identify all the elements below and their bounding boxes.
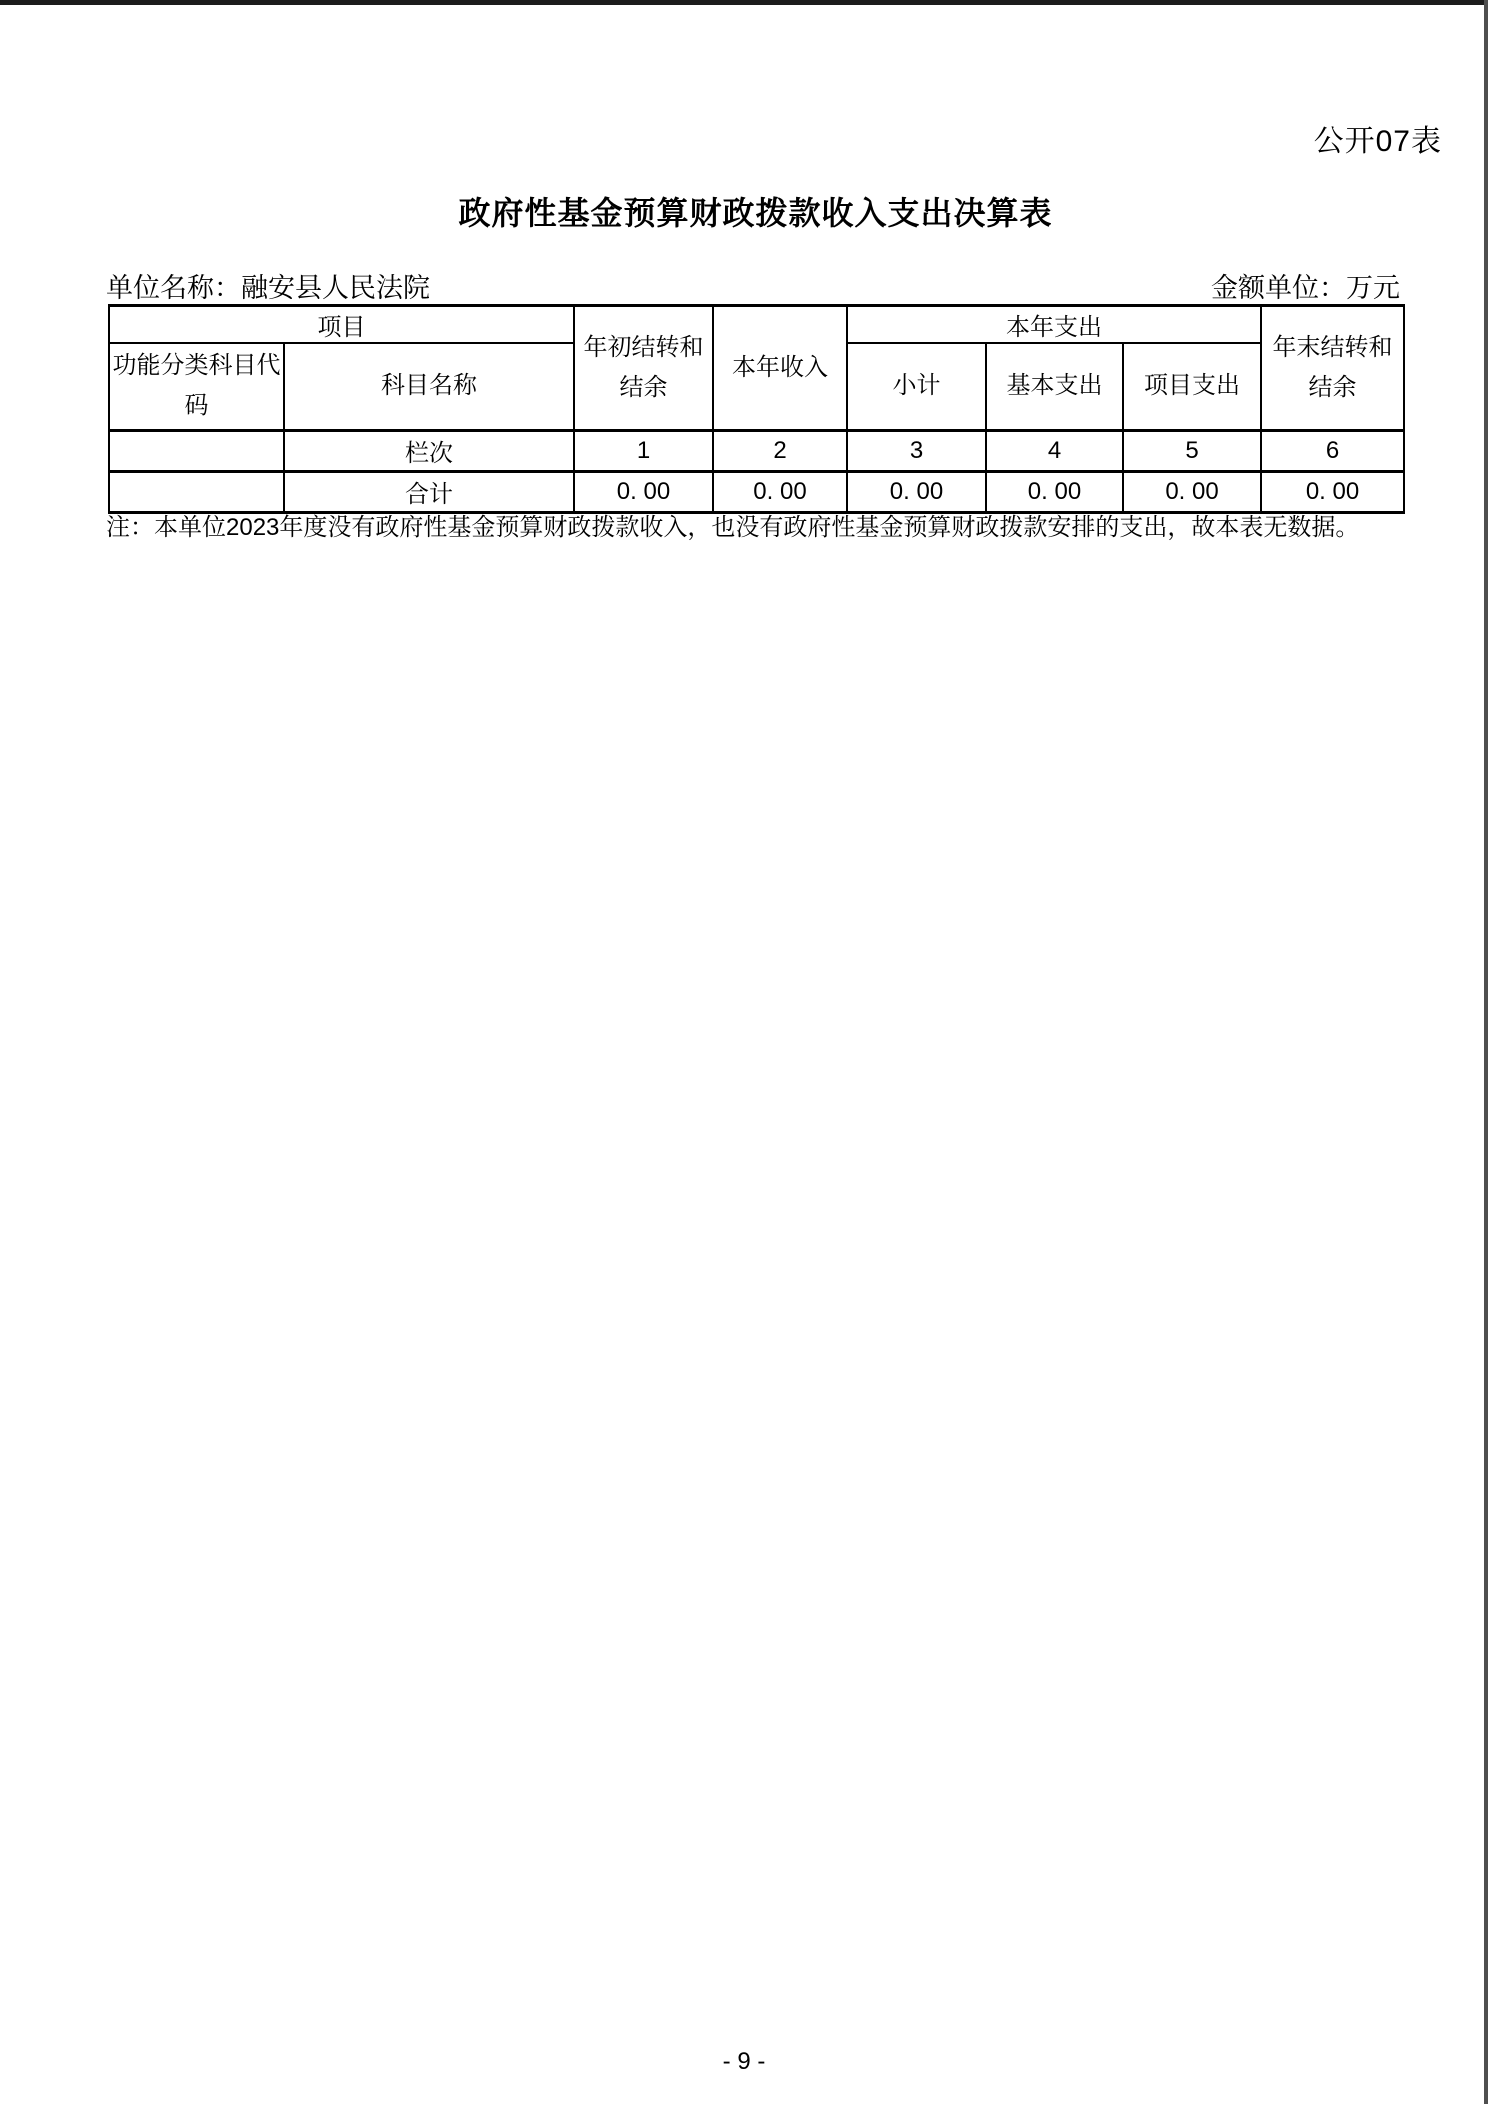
unit-name-label: 单位名称：融安县人民法院 [106, 273, 430, 303]
header-current-year-income: 本年收入 [713, 306, 847, 431]
table-meta-row [106, 266, 1400, 305]
column-index-row [109, 430, 1404, 471]
cell-empty-code [109, 471, 284, 512]
header-closing-balance: 年末结转和结余 [1261, 306, 1404, 431]
page-title: 政府性基金预算财政拨款收入支出决算表 [458, 195, 1053, 231]
header-current-year-expenditure: 本年支出 [847, 306, 1261, 344]
column-index-label: 栏次 [284, 430, 574, 471]
form-number-label: 公开07表 [1313, 125, 1442, 158]
header-project-expenditure: 项目支出 [1123, 343, 1261, 430]
scan-top-edge [0, 0, 1488, 5]
total-value-1: 0. 00 [574, 471, 713, 512]
header-row-1 [109, 306, 1404, 344]
page-number: - 9 - [722, 2048, 766, 2075]
header-opening-balance: 年初结转和结余 [574, 306, 713, 431]
header-subtotal: 小计 [847, 343, 986, 430]
column-index-2: 2 [713, 430, 847, 471]
total-value-3: 0. 00 [847, 471, 986, 512]
header-basic-expenditure: 基本支出 [986, 343, 1123, 430]
column-index-6: 6 [1261, 430, 1404, 471]
column-index-3: 3 [847, 430, 986, 471]
table-note: 注：本单位2023年度没有政府性基金预算财政拨款收入，也没有政府性基金预算财政拨款安排的支出，故本表无数据。 [106, 514, 1360, 541]
header-function-code: 功能分类科目代码 [109, 343, 284, 430]
total-value-4: 0. 00 [986, 471, 1123, 512]
amount-unit-label: 金额单位：万元 [1211, 273, 1400, 303]
fund-budget-table [108, 304, 1405, 514]
column-index-5: 5 [1123, 430, 1261, 471]
column-index-1: 1 [574, 430, 713, 471]
header-subject-name: 科目名称 [284, 343, 574, 430]
header-project: 项目 [109, 306, 574, 344]
cell-empty-code [109, 430, 284, 471]
column-index-4: 4 [986, 430, 1123, 471]
scan-right-edge [1484, 0, 1488, 2104]
total-value-5: 0. 00 [1123, 471, 1261, 512]
total-value-2: 0. 00 [713, 471, 847, 512]
total-label: 合计 [284, 471, 574, 512]
total-row [109, 471, 1404, 512]
total-value-6: 0. 00 [1261, 471, 1404, 512]
